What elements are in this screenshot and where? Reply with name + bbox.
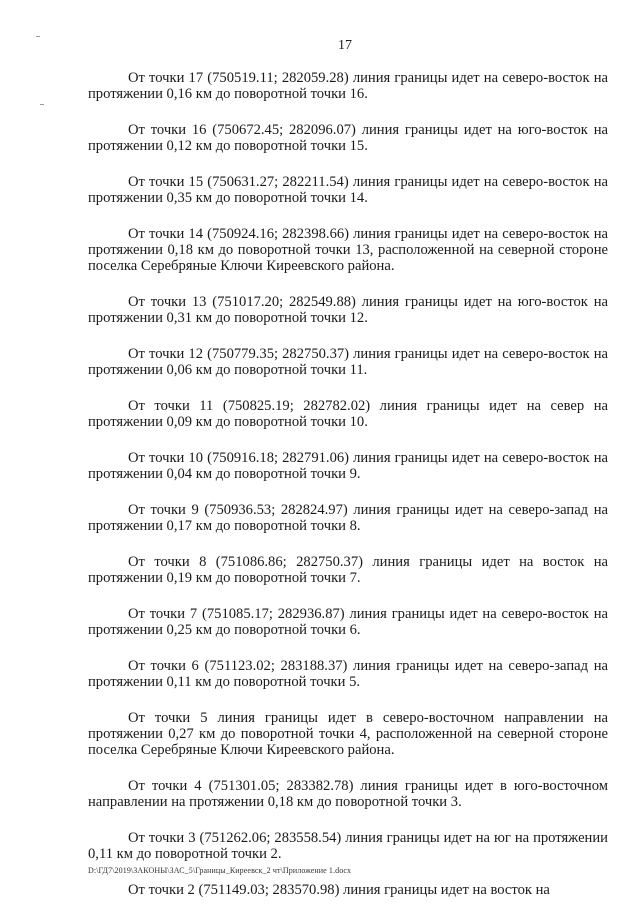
paragraph: От точки 8 (751086.86; 282750.37) линия границы идет на восток на протяжении 0,19 км до поворотной точки 7. (88, 554, 608, 586)
paragraph: От точки 11 (750825.19; 282782.02) линия границы идет на север на протяжении 0,09 км до поворотной точки 10. (88, 398, 608, 430)
paragraph: От точки 9 (750936.53; 282824.97) линия границы идет на северо-запад на протяжении 0,17 км до поворотной точки 8. (88, 502, 608, 534)
paragraph: От точки 13 (751017.20; 282549.88) линия границы идет на юго-восток на протяжении 0,31 км до поворотной точки 12. (88, 294, 608, 326)
paragraph: От точки 15 (750631.27; 282211.54) линия границы идет на северо-восток на протяжении 0,35 км до поворотной точки 14. (88, 174, 608, 206)
scan-mark (36, 36, 40, 37)
paragraph: От точки 2 (751149.03; 283570.98) линия границы идет на восток на (128, 882, 550, 898)
paragraph: От точки 17 (750519.11; 282059.28) линия границы идет на северо-восток на протяжении 0,16 км до поворотной точки 16. (88, 70, 608, 102)
paragraph: От точки 3 (751262.06; 283558.54) линия границы идет на юг на протяжении 0,11 км до поворотной точки 2. (88, 830, 608, 862)
document-body (88, 70, 608, 918)
paragraph: От точки 7 (751085.17; 282936.87) линия границы идет на северо-восток на протяжении 0,25 км до поворотной точки 6. (88, 606, 608, 638)
paragraph: От точки 10 (750916.18; 282791.06) линия границы идет на северо-восток на протяжении 0,04 км до поворотной точки 9. (88, 450, 608, 482)
footer-file-path: D:\ГД7\2019\ЗАКОНЫ\ЗАС_5\Границы_Киреевск_2 чт\Приложение 1.docx (88, 866, 352, 875)
paragraph: От точки 6 (751123.02; 283188.37) линия границы идет на северо-запад на протяжении 0,11 км до поворотной точки 5. (88, 658, 608, 690)
paragraph: От точки 5 линия границы идет в северо-восточном направлении на протяжении 0,27 км до поворотной точки 4, расположенной на северной стороне поселка Серебряные Ключи Киреевского района. (88, 710, 608, 758)
paragraph: От точки 4 (751301.05; 283382.78) линия границы идет в юго-восточном направлении на протяжении 0,18 км до поворотной точки 3. (88, 778, 608, 810)
page-number: 17 (338, 38, 352, 53)
paragraph: От точки 14 (750924.16; 282398.66) линия границы идет на северо-восток на протяжении 0,18 км до поворотной точки 13, расположенной на северной стороне поселка Серебряные Ключи Киреевского района. (88, 226, 608, 274)
scan-mark (40, 104, 44, 105)
paragraph: От точки 12 (750779.35; 282750.37) линия границы идет на северо-восток на протяжении 0,06 км до поворотной точки 11. (88, 346, 608, 378)
paragraph: От точки 16 (750672.45; 282096.07) линия границы идет на юго-восток на протяжении 0,12 км до поворотной точки 15. (88, 122, 608, 154)
